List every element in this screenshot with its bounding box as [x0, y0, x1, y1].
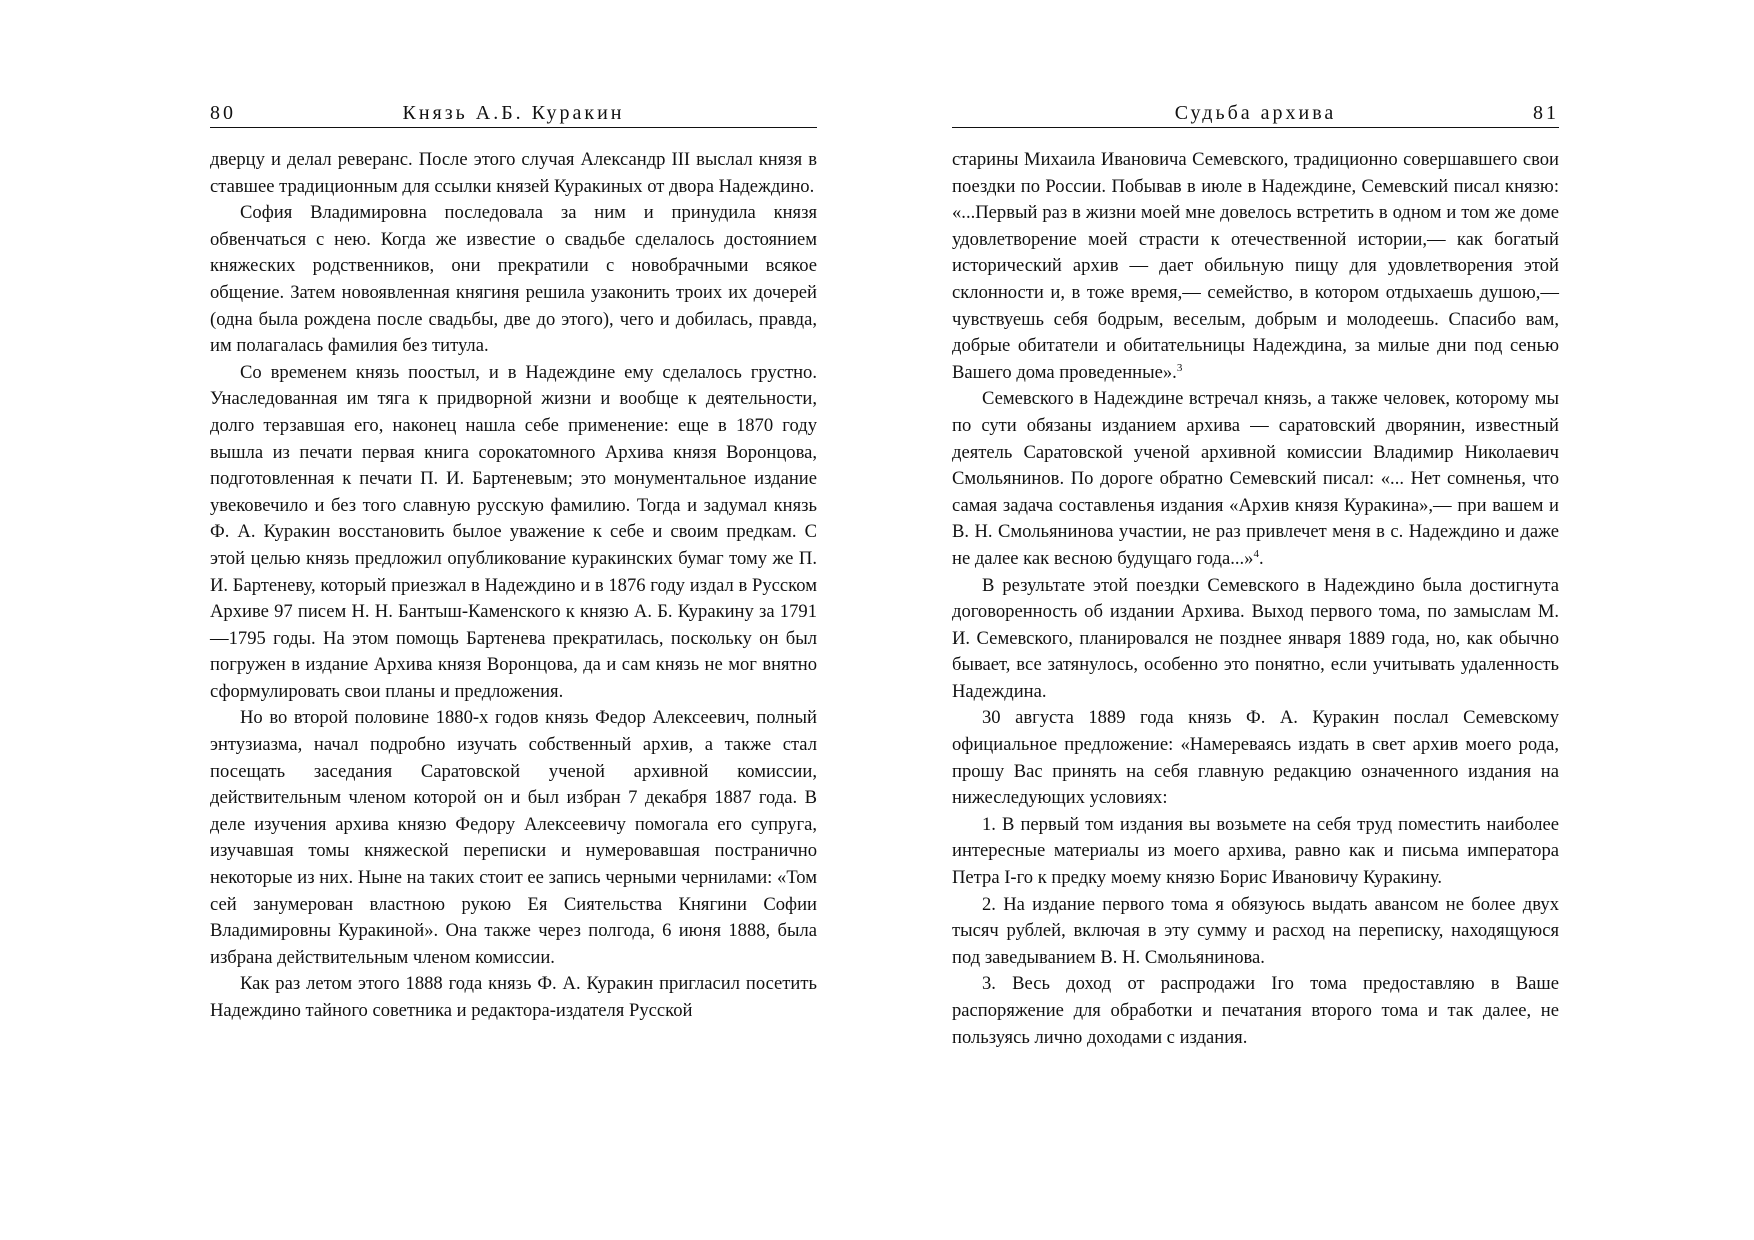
paragraph: дверцу и делал реверанс. После этого случая Александр III выслал князя в ставшее традиционным для ссылки князей Куракиных от двора Надеждино. — [210, 149, 817, 197]
paragraph — [952, 147, 1559, 386]
paragraph: Семевского в Надеждине встречал князь, а также человек, которому мы по сути обязаны изданием архива — саратовский дворянин, известный деятель Саратовской ученой архивной комиссии Владимир Николаевич Смольянинов. По дороге обратно Семевский писал: «... Нет сомненья, что самая задача составленья издания «Архив князя Куракина»,— при вашем и В. Н. Смольянинова участии, не раз привлечет меня в с. Надеждино и даже не далее как весною будущаго года...»$^4$. — [952, 388, 1559, 569]
paragraph: София Владимировна последовала за ним и принудила князя обвенчаться с нею. Когда же известие о свадьбе сделалось достоянием княжеских родственников, они прекратили с новобрачными всякое общение. Затем новоявленная княгиня решила узаконить троих их дочерей (одна была рождена после свадьбы, две до этого), чего и добилась, правда, им полагалась фамилия без титула. — [210, 202, 817, 357]
paragraph: Как раз летом этого 1888 года князь Ф. А. Куракин пригласил посетить Надеждино тайного советника и редактора-издателя Русской — [210, 973, 817, 1021]
page-number-left: 80 — [210, 102, 236, 124]
right-page — [952, 0, 1559, 1240]
paragraph-text: старины Михаила Ивановича Семевского, традиционно совершавшего свои поездки по России. Побывав в июле в Надеждине, Семевский писал князю: «...Первый раз в жизни моей мне довелось встретить в одном и том же доме удовлетворение моей страсти к отечественной истории,— как богатый исторический архив — дает обильную пищу для удовлетворения этой склонности и, в тоже время,— семейство, в котором отдыхаешь душою,— чувствуешь себя бодрым, веселым, добрым и молодеешь. Спасибо вам, добрые обитатели и обитательницы Надеждина, за милые дни под сенью Вашего дома проведенные». — [952, 149, 1559, 383]
running-title-right: Судьба архива — [1174, 102, 1337, 124]
left-page — [210, 0, 817, 1240]
paragraph: В результате этой поездки Семевского в Надеждино была достигнута договоренность об издании Архива. Выход первого тома, по замыслам М. И. Семевского, планировался не позднее января 1889 года, но, как обычно бывает, все затянулось, особенно это понятно, если учитывать удаленность Надеждина. — [952, 574, 1559, 702]
right-page-text — [952, 147, 1559, 1051]
page-number-right: 81 — [1533, 102, 1559, 124]
running-title-left: Князь А.Б. Куракин — [402, 102, 625, 124]
paragraph: Со временем князь поостыл, и в Надеждине ему сделалось грустно. Унаследованная им тяга к придворной жизни и вообще к деятельности, долго терзавшая его, наконец нашла себе применение: еще в 1870 году вышла из печати первая книга сорокатомного Архива князя Воронцова, подготовленная к печати П. И. Бартеневым; это монументальное издание увековечило и без того славную русскую фамилию. Тогда и задумал князь Ф. А. Куракин восстановить былое уважение к себе и своим предкам. С этой целью князь предложил опубликование куракинских бумаг тому же П. И. Бартеневу, который приезжал в Надеждино и в 1876 году издал в Русском Архиве 97 писем Н. Н. Бантыш-Каменского к князю А. Б. Куракину за 1791—1795 годы. На этом помощь Бартенева прекратилась, поскольку он был погружен в издание Архива князя Воронцова, да и сам князь не мог внятно сформулировать свои планы и предложения. — [210, 361, 817, 702]
paragraph-text: Семевского в Надеждине встречал князь, а также человек, которому мы по сути обязаны изданием архива — саратовский дворянин, известный деятель Саратовской ученой архивной комиссии Владимир Николаевич Смольянинов. По дороге обратно Семевский писал: «... Нет сомненья, что самая задача составленья издания «Архив князя Куракина»,— при вашем и В. Н. Смольянинова участии, не раз привлечет меня в с. Надеждино и даже не далее как весною будущаго года...» — [952, 388, 1559, 569]
running-head-right — [952, 100, 1559, 128]
paragraph: 1. В первый том издания вы возьмете на себя труд поместить наиболее интересные материалы из моего архива, равно как и письма императора Петра I-го к предку моему князю Борис Ивановичу Куракину. — [952, 813, 1559, 889]
left-page-text — [210, 147, 817, 1025]
paragraph: 30 августа 1889 года князь Ф. А. Куракин послал Семевскому официальное предложение: «Намереваясь издать в свет архив моего рода, прошу Вас принять на себя главную редакцию означенного издания на нижеследующих условиях: — [952, 707, 1559, 809]
footnote-ref: 3 — [1176, 361, 1183, 374]
footnote-ref: 4 — [1253, 547, 1259, 560]
running-head-left — [210, 100, 817, 128]
paragraph: 2. На издание первого тома я обязуюсь выдать авансом не более двух тысяч рублей, включая в эту сумму и расход на переписку, находящуюся под заведыванием В. Н. Смольянинова. — [952, 893, 1559, 968]
paragraph: 3. Весь доход от распродажи Iго тома предоставляю в Ваше распоряжение для обработки и печатания второго тома и так далее, не пользуясь лично доходами с издания. — [952, 973, 1559, 1048]
paragraph: Но во второй половине 1880-х годов князь Федор Алексеевич, полный энтузиазма, начал подробно изучать собственный архив, а также стал посещать заседания Саратовской ученой архивной комиссии, действительным членом которой он и был избран 7 декабря 1887 года. В деле изучения архива князю Федору Алексеевичу помогала его супруга, изучавшая томы княжеской переписки и нумеровавшая постранично некоторые из них. Ныне на таких стоит ее запись черными чернилами: «Том сей занумерован властною рукою Ея Сиятельства Княгини Софии Владимировны Куракиной». Она также через полгода, 6 июня 1888, была избрана действительным членом комиссии. — [210, 707, 817, 968]
